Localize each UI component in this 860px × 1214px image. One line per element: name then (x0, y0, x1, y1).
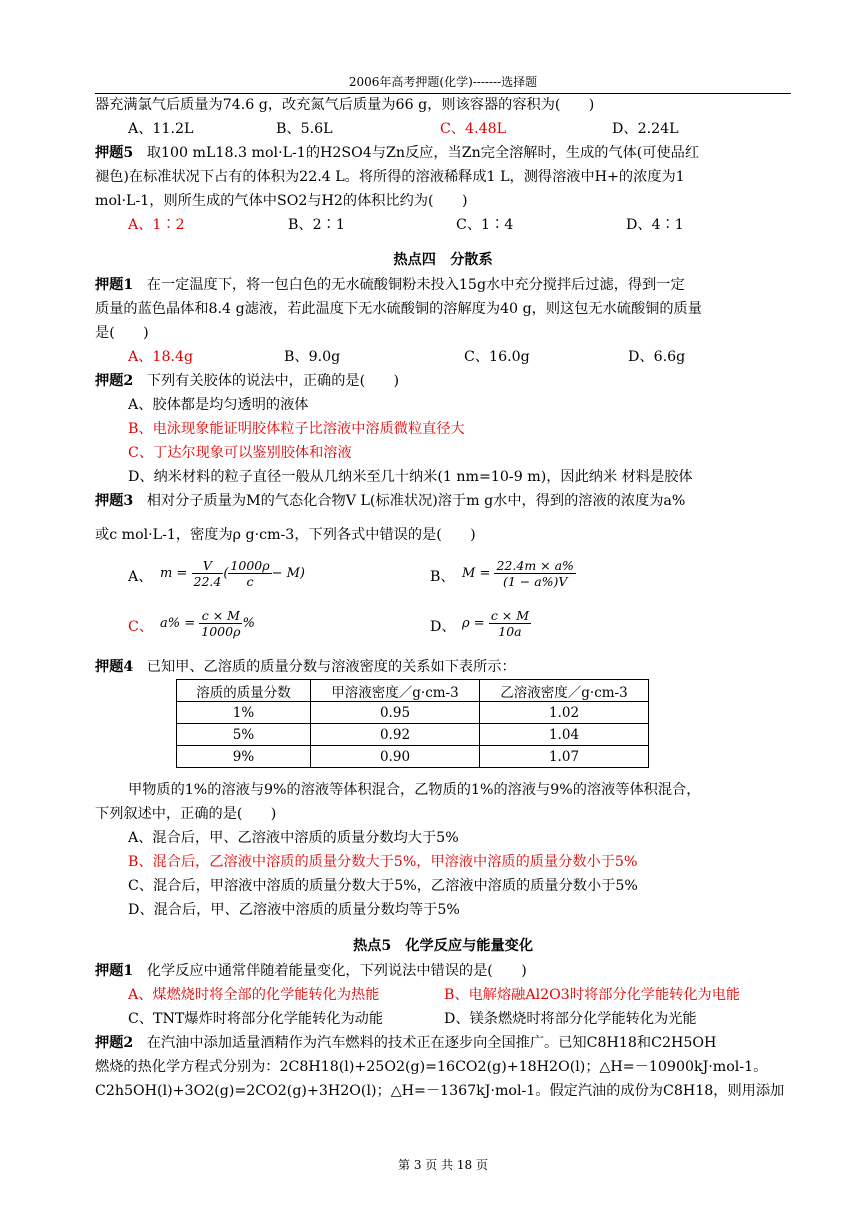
question-text: 下列叙述中，正确的是( ) (95, 806, 277, 822)
question-text: 或c mol·L-1，密度为ρ g·cm-3，下列各式中错误的是( ) (95, 527, 476, 543)
table-row (177, 724, 649, 746)
question-text: 燃烧的热化学方程式分别为：2C8H18(l)+25O2(g)=16CO2(g)+18H2O(l)；△H=－10900kJ·mol-1。 (95, 1059, 768, 1075)
option-c-answer: C、4.48L (440, 121, 507, 137)
option-d: D、6.6g (628, 349, 686, 365)
question-text: 质量的蓝色晶体和8.4 g滤液，若此温度下无水硫酸铜的溶解度为40 g，则这包无水硫酸铜的质量 (95, 301, 702, 317)
option-b-answer: B、电解熔融Al2O3时将部分化学能转化为电能 (444, 987, 741, 1003)
question-text: 是( ) (95, 325, 149, 341)
question-text: 取100 mL18.3 mol·L-1的H2SO4与Zn反应，当Zn完全溶解时，生成的气体(可使品红 (146, 145, 700, 161)
option-a: A、胶体都是均匀透明的液体 (128, 397, 309, 413)
table-header-row (177, 680, 649, 702)
question-text: 在一定温度下，将一包白色的无水硫酸铜粉未投入15g水中充分搅拌后过滤，得到一定 (146, 277, 685, 293)
option-b: B、9.0g (284, 349, 341, 365)
table-cell: 0.92 (311, 724, 480, 746)
table-cell: 1.04 (480, 724, 649, 746)
option-b: B、 (430, 569, 455, 585)
question-text: 相对分子质量为M的气态化合物V L(标准状况)溶于m g水中，得到的溶液的浓度为a% (146, 493, 686, 509)
question-label: 押题2 (95, 373, 134, 389)
table-cell: 1.02 (480, 702, 649, 724)
question-text: 化学反应中通常伴随着能量变化，下列说法中错误的是( ) (146, 963, 527, 979)
option-b-answer: B、电泳现象能证明胶体粒子比溶液中溶质微粒直径大 (128, 421, 465, 437)
question-label: 押题1 (95, 963, 134, 979)
table-header: 乙溶液密度／g·cm-3 (480, 680, 649, 702)
table-cell: 1% (177, 702, 311, 724)
option-a-answer: A、煤燃烧时将全部的化学能转化为热能 (128, 987, 380, 1003)
question-text: 已知甲、乙溶质的质量分数与溶液密度的关系如下表所示： (146, 659, 516, 675)
table-header: 甲溶液密度／g·cm-3 (311, 680, 480, 702)
section-title: 热点5 化学反应与能量变化 (352, 938, 534, 954)
option-b: B、2∶1 (288, 217, 345, 233)
formula-d: ρ = $\frac{c \times M}{10a}$ (462, 608, 530, 639)
table-row (177, 702, 649, 724)
option-a: A、混合后，甲、乙溶液中溶质的质量分数均大于5% (128, 830, 459, 846)
option-a-answer: A、18.4g (128, 349, 194, 365)
option-d: D、2.24L (612, 121, 679, 137)
question-label: 押题4 (95, 659, 134, 675)
question-text: 在汽油中添加适量酒精作为汽车燃料的技术正在逐步向全国推广。已知C8H18和C2H5OH (146, 1035, 717, 1051)
option-c-answer: C、丁达尔现象可以鉴别胶体和溶液 (128, 445, 352, 461)
option-c: C、16.0g (464, 349, 530, 365)
question-text: 甲物质的1%的溶液与9%的溶液等体积混合，乙物质的1%的溶液与9%的溶液等体积混合， (128, 782, 701, 798)
option-d: D、镁条燃烧时将部分化学能转化为光能 (444, 1011, 697, 1027)
option-a: A、11.2L (128, 121, 194, 137)
option-c: C、混合后，甲溶液中溶质的质量分数大于5%，乙溶液中溶质的质量分数小于5% (128, 878, 638, 894)
question-text: mol·L-1，则所生成的气体中SO2与H2的体积比约为( ) (95, 193, 468, 209)
option-a-answer: A、1∶2 (128, 217, 185, 233)
option-d: D、4∶1 (626, 217, 684, 233)
option-b: B、5.6L (276, 121, 333, 137)
page-footer: 第 3 页 共 18 页 (398, 1158, 488, 1172)
table-header: 溶质的质量分数 (177, 680, 311, 702)
option-d: D、混合后，甲、乙溶液中溶质的质量分数均等于5% (128, 902, 460, 918)
formula-a: m = $\frac{V}{22.4}$ ( $\frac{1000\rho}{c}$ − M) (160, 558, 306, 589)
table-cell: 0.90 (311, 746, 480, 768)
question-text: C2h5OH(l)+3O2(g)=2CO2(g)+3H2O(l)；△H=－1367kJ·mol-1。假定汽油的成份为C8H18，则用添加 (95, 1083, 785, 1099)
formula-b: M = $\frac{22.4m \times a\%}{(1 - a\%)V}$ (462, 558, 574, 589)
section-title: 热点四 分散系 (393, 252, 493, 268)
table-cell: 1.07 (480, 746, 649, 768)
question-label: 押题5 (95, 145, 134, 161)
question-label: 押题2 (95, 1035, 134, 1051)
table-row (177, 746, 649, 768)
table-cell: 5% (177, 724, 311, 746)
question-text: 下列有关胶体的说法中，正确的是( ) (146, 373, 400, 389)
formula-c: a% = $\frac{c \times M}{1000\rho}$ % (160, 608, 255, 639)
option-c-answer: C、 (128, 619, 154, 635)
question-text: 褪色)在标准状况下占有的体积为22.4 L。将所得的溶液稀释成1 L，测得溶液中H+的浓度为1 (95, 169, 685, 185)
question-stem: 器充满氯气后质量为74.6 g，改充氮气后质量为66 g，则该容器的容积为( ) (95, 97, 595, 113)
option-c: C、TNT爆炸时将部分化学能转化为动能 (128, 1011, 384, 1027)
table-cell: 0.95 (311, 702, 480, 724)
table-cell: 9% (177, 746, 311, 768)
density-table (176, 679, 649, 768)
option-d: D、纳米材料的粒子直径一般从几纳米至几十纳米(1 nm=10-9 m)，因此纳米 材料是胶体 (128, 469, 693, 485)
option-d: D、 (430, 619, 456, 635)
option-a: A、 (128, 569, 153, 585)
option-b-answer: B、混合后，乙溶液中溶质的质量分数大于5%，甲溶液中溶质的质量分数小于5% (128, 854, 638, 870)
question-label: 押题3 (95, 493, 134, 509)
page-header: 2006年高考押题(化学)-------选择题 (95, 73, 791, 94)
option-c: C、1∶4 (456, 217, 514, 233)
question-label: 押题1 (95, 277, 134, 293)
